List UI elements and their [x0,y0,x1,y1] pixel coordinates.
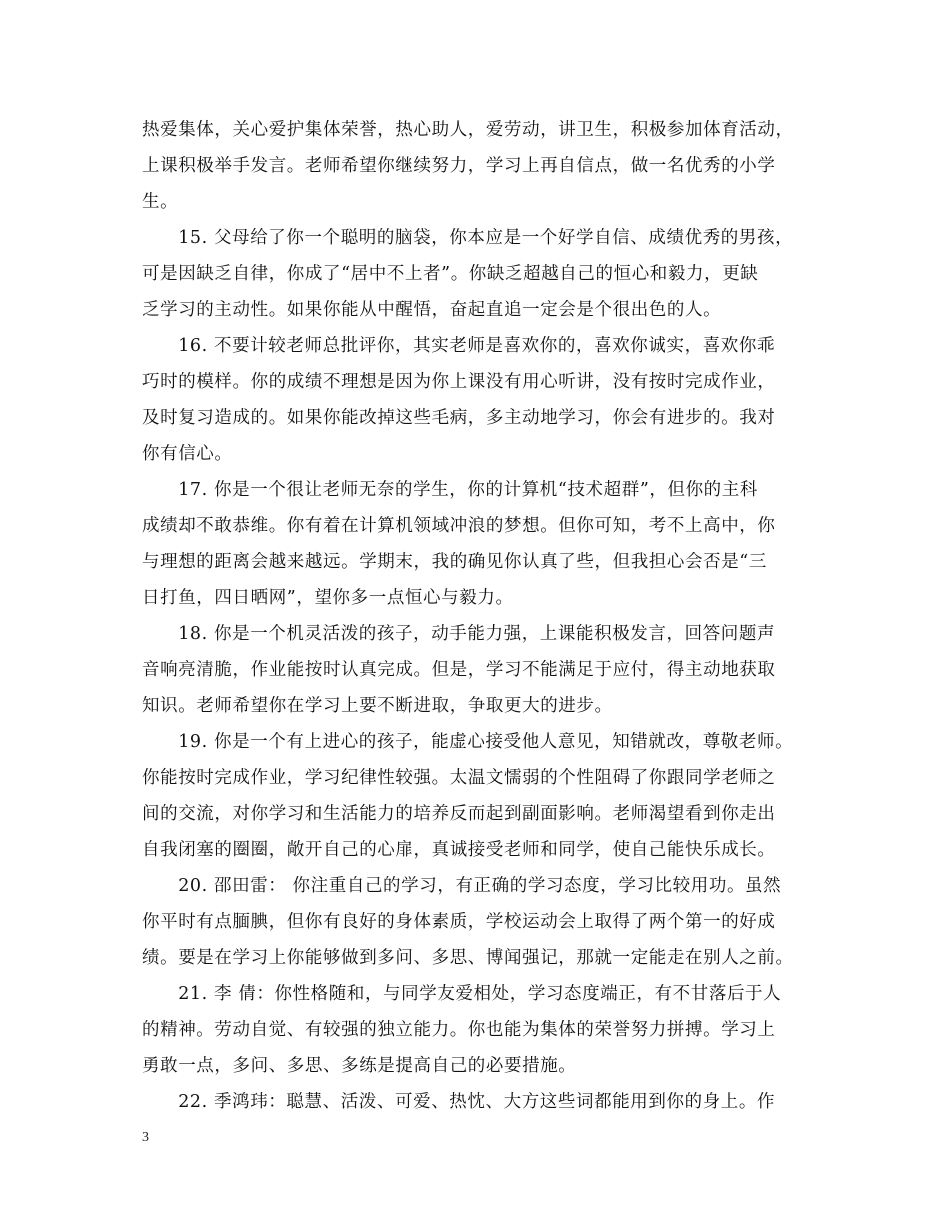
text-line: 绩。要是在学习上你能够做到多问、多思、博闻强记，那就一定能走在别人之前。 [142,948,794,968]
text-line: 可是因缺乏自律，你成了“居中不上者”。你缺乏超越自己的恒心和毅力，更缺 [142,264,759,284]
text-line: 17. 你是一个很让老师无奈的学生，你的计算机“技术超群”，但你的主科 [142,480,758,500]
text-line: 21. 李 倩：你性格随和，与同学友爱相处，学习态度端正，有不甘落后于人 [142,984,782,1004]
text-line: 你能按时完成作业，学习纪律性较强。太温文懦弱的个性阻碍了你跟同学老师之 [142,768,776,788]
text-line: 勇敢一点，多问、多思、多练是提高自己的必要措施。 [142,1056,577,1076]
text-line: 生。 [142,192,179,212]
text-line: 巧时的模样。你的成绩不理想是因为你上课没有用心听讲，没有按时完成作业， [142,372,776,392]
text-line: 你平时有点腼腆，但你有良好的身体素质，学校运动会上取得了两个第一的好成 [142,912,776,932]
text-line: 的精神。劳动自觉、有较强的独立能力。你也能为集体的荣誉努力拼搏。学习上 [142,1020,776,1040]
text-line: 22. 季鸿玮：聪慧、活泼、可爱、热忱、大方这些词都能用到你的身上。作 [142,1092,776,1112]
text-line: 19. 你是一个有上进心的孩子，能虚心接受他人意见，知错就改，尊敬老师。 [142,732,794,752]
text-line: 日打鱼，四日晒网”，望你多一点恒心与毅力。 [142,588,514,608]
text-line: 及时复习造成的。如果你能改掉这些毛病，多主动地学习，你会有进步的。我对 [142,408,776,428]
text-line: 知识。老师希望你在学习上要不断进取，争取更大的进步。 [142,696,613,716]
page-number: 3 [142,1130,149,1145]
text-line: 音响亮清脆，作业能按时认真完成。但是，学习不能满足于应付，得主动地获取 [142,660,776,680]
text-line: 你有信心。 [142,444,233,464]
document-body [142,112,816,1120]
text-line: 间的交流，对你学习和生活能力的培养反而起到副面影响。老师渴望看到你走出 [142,804,776,824]
text-line: 与理想的距离会越来越远。学期末，我的确见你认真了些，但我担心会否是“三 [142,552,767,572]
text-line: 成绩却不敢恭维。你有着在计算机领域冲浪的梦想。但你可知，考不上高中，你 [142,516,776,536]
text-line: 自我闭塞的圈圈，敞开自己的心扉，真诚接受老师和同学，使自己能快乐成长。 [142,840,776,860]
text-line: 18. 你是一个机灵活泼的孩子，动手能力强，上课能积极发言，回答问题声 [142,624,776,644]
text-line: 热爱集体，关心爱护集体荣誉，热心助人，爱劳动，讲卫生，积极参加体育活动， [142,120,794,140]
text-line: 上课积极举手发言。老师希望你继续努力，学习上再自信点，做一名优秀的小学 [142,156,776,176]
text-line: 15. 父母给了你一个聪明的脑袋，你本应是一个好学自信、成绩优秀的男孩， [142,228,794,248]
text-line: 20. 邵田雷： 你注重自己的学习，有正确的学习态度，学习比较用功。虽然 [142,876,782,896]
text-line: 16. 不要计较老师总批评你，其实老师是喜欢你的，喜欢你诚实，喜欢你乖 [142,336,776,356]
text-line: 乏学习的主动性。如果你能从中醒悟，奋起直追一定会是个很出色的人。 [142,300,722,320]
